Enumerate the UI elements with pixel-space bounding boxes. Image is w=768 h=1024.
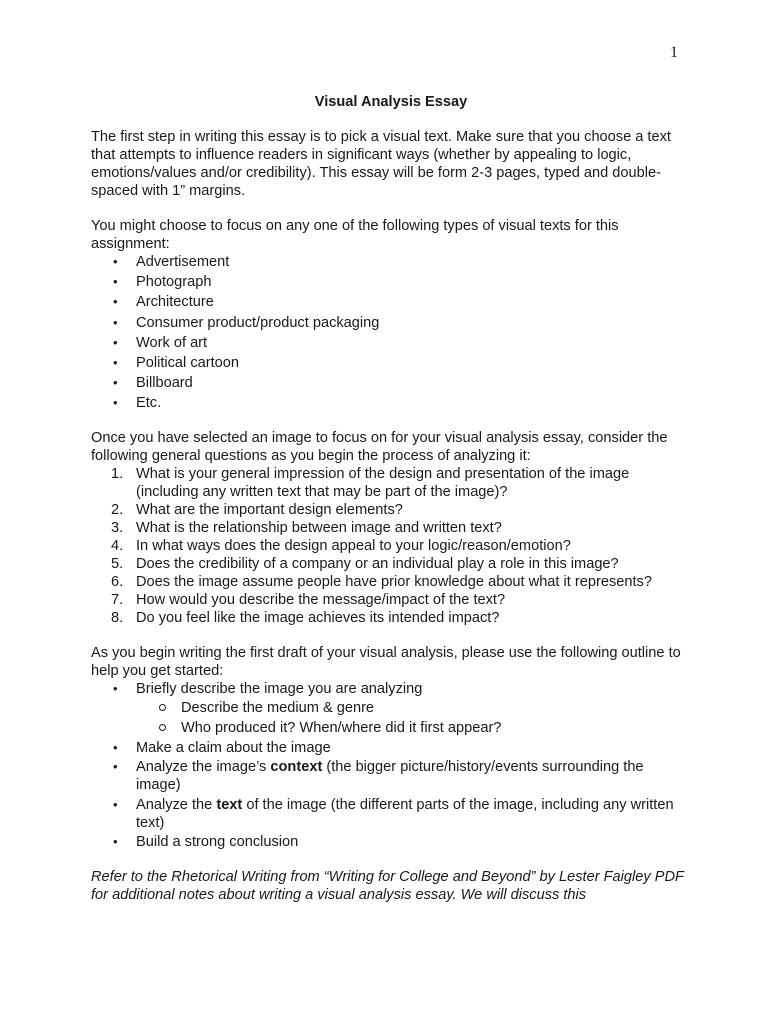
outline-subitem [136,699,691,717]
questions-intro-paragraph: Once you have selected an image to focus on for your visual analysis essay, consider the following general questions as you begin the process of analyzing it: [91,430,668,465]
bullet-icon: • [113,334,118,350]
outline-item [91,739,691,757]
question-text: What are the important design elements? [136,502,403,519]
outline-intro-paragraph: As you begin writing the first draft of your visual analysis, please use the following outline to help you get started: [91,645,681,680]
list-item [91,273,691,291]
question-text: What is the relationship between image and written text? [136,520,502,537]
circle-bullet-icon [159,724,166,731]
bullet-icon: • [113,294,118,310]
outline-subitem-text: Describe the medium & genre [181,700,375,717]
outline-subitem [136,719,691,737]
outline-item-text-post: (the bigger picture/history/events surrounding the image) [136,759,644,794]
question-text: Does the image assume people have prior knowledge about what it represents? [136,574,652,591]
list-item-text: Etc. [136,395,162,412]
list-item-text: Political cartoon [136,354,240,371]
outline-item-text: Briefly describe the image you are analyzing [136,681,423,698]
outline-item-text-post: of the image (the different parts of the image, including any written text) [136,796,674,831]
outline-item-text: Build a strong conclusion [136,834,299,851]
outline-item-text-pre: Analyze the image’s [136,759,271,776]
bullet-icon: • [113,254,118,269]
list-item [91,293,691,311]
question-text: Does the credibility of a company or an individual play a role in this image? [136,556,619,573]
question-number: 6. [111,574,124,591]
document-body [91,93,691,904]
outline-item-text: Make a claim about the image [136,739,331,756]
bullet-icon: • [113,354,118,370]
question-text: Do you feel like the image achieves its intended impact? [136,610,500,627]
bullet-icon: • [113,395,118,411]
list-item-text: Architecture [136,294,214,311]
list-item [91,334,691,352]
list-item [91,374,691,392]
question-text: How would you describe the message/impact of the text? [136,592,506,609]
closing-paragraph: Refer to the Rhetorical Writing from “Writing for College and Beyond” by Lester Faigley PDF for additional notes about writing a visual analysis essay. We will discuss this [91,869,684,904]
question-item [91,609,691,627]
outline-list [91,680,691,851]
visual-types-list [91,253,691,412]
question-number: 7. [111,592,124,609]
outline-item [91,680,691,737]
outline-item-bold: context [270,759,323,776]
list-item-text: Advertisement [136,254,230,270]
bullet-icon: • [113,274,118,290]
bullet-icon: • [113,834,118,850]
outline-item [91,796,691,832]
list-item [91,354,691,372]
outline-item [91,758,691,794]
document-title: Visual Analysis Essay [314,94,468,110]
question-number: 1. [111,466,124,483]
types-intro-paragraph: You might choose to focus on any one of the following types of visual texts for this assignment: [91,218,619,252]
list-item-text: Billboard [136,375,193,392]
list-item-text: Work of art [136,334,208,351]
outline-item [91,833,691,851]
bullet-icon: • [113,759,118,775]
question-item [91,501,691,519]
question-number: 4. [111,538,124,555]
analysis-questions-list [91,465,691,627]
outline-sublist [136,699,691,737]
question-item [91,465,691,501]
bullet-icon: • [113,739,118,755]
intro-paragraph: The first step in writing this essay is to pick a visual text. Make sure that you choose a text that attempts to influence readers in significant ways (whether by appealing to logic, emotions/values and/or credibility). This essay will be form 2-3 pages, typed and double-spaced with 1” margins. [91,129,671,199]
bullet-icon: • [113,681,118,697]
outline-subitem-text: Who produced it? When/where did it first appear? [181,719,502,736]
question-item [91,537,691,555]
bullet-icon: • [113,375,118,391]
bullet-icon: • [113,796,118,812]
list-item-text: Photograph [136,274,212,291]
list-item [91,253,691,271]
question-item [91,591,691,609]
question-number: 5. [111,556,124,573]
list-item [91,314,691,332]
list-item [91,394,691,412]
question-text: In what ways does the design appeal to your logic/reason/emotion? [136,538,571,555]
question-item [91,573,691,591]
page-number: 1 [670,44,678,61]
question-number: 3. [111,520,124,537]
bullet-icon: • [113,314,118,330]
question-text: What is your general impression of the design and presentation of the image (including any written text that may be part of the image)? [136,466,630,501]
question-item [91,555,691,573]
question-item [91,519,691,537]
outline-item-text-pre: Analyze the [136,796,217,813]
circle-bullet-icon [159,704,166,711]
list-item-text: Consumer product/product packaging [136,314,380,331]
question-number: 2. [111,502,124,519]
outline-item-bold: text [216,796,243,813]
question-number: 8. [111,610,124,627]
